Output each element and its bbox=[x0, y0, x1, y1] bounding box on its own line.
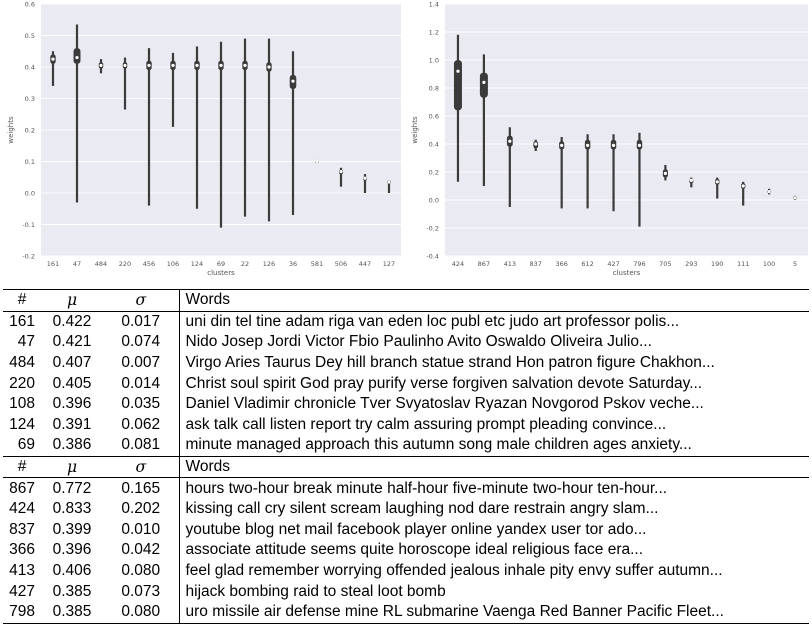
x-tick-label: 100 bbox=[762, 260, 776, 268]
cell-mu: 0.422 bbox=[52, 312, 92, 330]
x-axis-label: clusters bbox=[612, 269, 641, 277]
y-tick-label: 0.8 bbox=[428, 84, 439, 93]
y-axis-label: weights bbox=[411, 116, 419, 144]
header-mu-2: μ bbox=[41, 456, 103, 478]
violin-median bbox=[612, 144, 615, 147]
x-tick-label: 127 bbox=[382, 260, 396, 268]
violin-median bbox=[793, 196, 796, 199]
violin-median bbox=[195, 64, 198, 67]
violin-median bbox=[716, 180, 719, 183]
cell-mu: 0.833 bbox=[52, 500, 92, 518]
cell-sigma: 0.202 bbox=[103, 499, 179, 520]
y-tick-label: 0.4 bbox=[428, 140, 439, 149]
violin-median bbox=[742, 184, 745, 187]
y-tick-label: 1.2 bbox=[428, 28, 439, 37]
cell-id: 108 bbox=[9, 395, 35, 413]
x-tick-label: 456 bbox=[142, 260, 156, 268]
violin-median bbox=[243, 64, 246, 67]
violin-median bbox=[75, 56, 78, 59]
cell-id: 867 bbox=[9, 479, 35, 497]
cell-mu: 0.399 bbox=[52, 520, 92, 538]
header-words-2: Words bbox=[179, 456, 809, 478]
x-tick-label: 190 bbox=[711, 260, 724, 268]
cell-words: Virgo Aries Taurus Dey hill branch statue strand Hon patron figure Chakhon... bbox=[185, 354, 715, 372]
cell-sigma: 0.042 bbox=[103, 540, 179, 561]
x-tick-label: 705 bbox=[659, 260, 672, 268]
x-axis-label: clusters bbox=[207, 269, 235, 277]
violin-chart-left bbox=[0, 0, 404, 285]
table-row bbox=[3, 520, 809, 541]
y-tick-label: 0.0 bbox=[428, 196, 439, 205]
cell-id: 220 bbox=[9, 374, 35, 392]
table-row bbox=[3, 373, 809, 394]
cell-mu: 0.385 bbox=[52, 603, 92, 621]
x-tick-label: 424 bbox=[451, 260, 465, 268]
x-tick-label: 837 bbox=[529, 260, 542, 268]
table-header-row bbox=[3, 290, 809, 312]
cell-words: uni din tel tine adam riga van eden loc publ etc judo art professor polis... bbox=[185, 312, 680, 330]
violin-body bbox=[454, 60, 462, 110]
cell-sigma: 0.014 bbox=[103, 373, 179, 394]
y-tick-label: 0.6 bbox=[24, 0, 35, 9]
cell-id: 161 bbox=[9, 312, 35, 330]
x-tick-label: 612 bbox=[581, 260, 594, 268]
x-tick-label: 220 bbox=[118, 260, 132, 268]
x-tick-label: 427 bbox=[607, 260, 620, 268]
cell-words: ask talk call listen report try calm assuring prompt pleading convince... bbox=[185, 415, 667, 433]
x-tick-label: 47 bbox=[72, 260, 82, 268]
x-tick-label: 126 bbox=[262, 260, 276, 268]
cluster-words-table bbox=[3, 289, 809, 624]
violin-median bbox=[508, 140, 511, 143]
cell-sigma: 0.165 bbox=[103, 478, 179, 499]
cell-words: kissing call cry silent scream laughing nod dare restrain angry slam... bbox=[185, 500, 659, 518]
table-row bbox=[3, 540, 809, 561]
table-row bbox=[3, 478, 809, 499]
cell-words: Nido Josep Jordi Victor Fbio Paulinho Avito Oswaldo Oliveira Julio... bbox=[185, 333, 652, 351]
y-tick-label: 0.0 bbox=[24, 189, 35, 198]
table-row bbox=[3, 394, 809, 415]
violin-median bbox=[147, 64, 150, 67]
violin-median bbox=[267, 65, 270, 68]
cell-sigma: 0.062 bbox=[103, 415, 179, 436]
violin-median bbox=[51, 58, 54, 61]
violin-median bbox=[560, 144, 563, 147]
violin-median bbox=[339, 170, 342, 173]
cell-sigma: 0.081 bbox=[103, 435, 179, 456]
y-tick-label: 1.0 bbox=[428, 56, 439, 65]
y-tick-label: -0.2 bbox=[426, 224, 439, 233]
x-tick-label: 506 bbox=[334, 260, 348, 268]
violin-median bbox=[363, 177, 366, 180]
cell-words: minute managed approach this autumn song male children ages anxiety... bbox=[185, 436, 692, 454]
table-row bbox=[3, 561, 809, 582]
y-tick-label: 0.3 bbox=[24, 95, 35, 103]
y-tick-label: 0.1 bbox=[24, 158, 35, 166]
cell-mu: 0.772 bbox=[52, 479, 92, 497]
cell-id: 837 bbox=[9, 520, 35, 538]
table-row bbox=[3, 581, 809, 602]
cell-words: Christ soul spirit God pray purify verse forgiven salvation devote Saturday... bbox=[185, 374, 703, 392]
cell-words: associate attitude seems quite horoscope ideal religious face era... bbox=[185, 541, 644, 559]
y-axis-label: weights bbox=[7, 116, 15, 144]
cell-id: 47 bbox=[17, 333, 35, 351]
table-row bbox=[3, 602, 809, 623]
x-tick-label: 366 bbox=[555, 260, 568, 268]
x-tick-label: 447 bbox=[358, 260, 372, 268]
plot-area bbox=[445, 4, 808, 256]
header-id-2: # bbox=[3, 456, 41, 478]
violin-median bbox=[387, 180, 390, 183]
x-tick-label: 106 bbox=[166, 260, 180, 268]
header-sigma: σ bbox=[103, 290, 179, 312]
cell-words: feel glad remember worrying offended jealous inhale pity envy suffer autumn... bbox=[185, 562, 723, 580]
cell-words: hijack bombing raid to steal loot bomb bbox=[185, 582, 446, 600]
violin-median bbox=[534, 142, 537, 145]
violin-body bbox=[480, 73, 488, 98]
cell-sigma: 0.074 bbox=[103, 332, 179, 353]
table-header-row-2 bbox=[3, 456, 809, 478]
x-tick-label: 796 bbox=[633, 260, 646, 268]
violin-median bbox=[315, 160, 318, 163]
violin-median bbox=[456, 70, 459, 73]
cell-mu: 0.421 bbox=[52, 333, 92, 351]
y-tick-label: -0.2 bbox=[22, 252, 35, 261]
cell-words: Daniel Vladimir chronicle Tver Svyatoslav Ryazan Novgorod Pskov veche... bbox=[185, 395, 704, 413]
header-mu: μ bbox=[41, 290, 103, 312]
header-id: # bbox=[3, 290, 41, 312]
cell-mu: 0.396 bbox=[52, 541, 92, 559]
cell-id: 366 bbox=[9, 541, 35, 559]
y-tick-label: 0.2 bbox=[24, 126, 35, 135]
y-tick-label: 0.4 bbox=[24, 63, 35, 72]
cell-mu: 0.405 bbox=[52, 374, 92, 392]
table-row bbox=[3, 311, 809, 332]
header-sigma-2: σ bbox=[103, 456, 179, 478]
y-tick-label: 0.5 bbox=[24, 32, 35, 40]
x-tick-label: 111 bbox=[736, 260, 750, 268]
cell-id: 798 bbox=[9, 603, 35, 621]
violin-median bbox=[638, 144, 641, 147]
table-row bbox=[3, 415, 809, 436]
x-tick-label: 22 bbox=[240, 260, 250, 268]
x-tick-label: 293 bbox=[685, 260, 698, 268]
x-tick-label: 581 bbox=[310, 260, 324, 268]
x-tick-label: 484 bbox=[94, 260, 108, 268]
violin-median bbox=[664, 172, 667, 175]
cell-id: 427 bbox=[9, 582, 35, 600]
cell-id: 69 bbox=[17, 436, 35, 454]
violin-median bbox=[482, 81, 485, 84]
cell-mu: 0.386 bbox=[52, 436, 92, 454]
table-row bbox=[3, 499, 809, 520]
x-tick-label: 69 bbox=[216, 260, 226, 268]
x-tick-label: 161 bbox=[46, 260, 60, 268]
cell-words: youtube blog net mail facebook player online yandex user tor ado... bbox=[185, 520, 647, 538]
cell-sigma: 0.017 bbox=[103, 311, 179, 332]
violin-median bbox=[768, 190, 771, 193]
violin-median bbox=[99, 64, 102, 67]
cell-sigma: 0.010 bbox=[103, 520, 179, 541]
y-tick-label: -0.4 bbox=[426, 252, 439, 261]
violin-median bbox=[291, 80, 294, 83]
cell-sigma: 0.080 bbox=[103, 602, 179, 623]
header-words: Words bbox=[179, 290, 809, 312]
violin-chart-right bbox=[404, 0, 812, 285]
cell-mu: 0.407 bbox=[52, 354, 92, 372]
cell-mu: 0.406 bbox=[52, 562, 92, 580]
cell-id: 124 bbox=[9, 415, 35, 433]
cell-sigma: 0.073 bbox=[103, 581, 179, 602]
y-tick-label: 0.2 bbox=[428, 168, 439, 177]
cell-mu: 0.385 bbox=[52, 582, 92, 600]
x-tick-label: 413 bbox=[503, 260, 517, 268]
cell-words: uro missile air defense mine RL submarine Vaenga Red Banner Pacific Fleet... bbox=[185, 603, 724, 621]
cell-mu: 0.396 bbox=[52, 395, 92, 413]
y-tick-label: -0.1 bbox=[22, 221, 35, 229]
violin-median bbox=[123, 64, 126, 67]
cell-id: 424 bbox=[9, 500, 35, 518]
violin-median bbox=[219, 64, 222, 67]
violin-median bbox=[690, 179, 693, 182]
cell-mu: 0.391 bbox=[52, 415, 92, 433]
violin-median bbox=[171, 64, 174, 67]
table-row bbox=[3, 332, 809, 353]
y-tick-label: 1.4 bbox=[428, 0, 439, 9]
cell-sigma: 0.007 bbox=[103, 353, 179, 374]
x-tick-label: 36 bbox=[288, 260, 298, 268]
x-tick-label: 124 bbox=[190, 260, 204, 268]
cell-words: hours two-hour break minute half-hour five-minute two-hour ten-hour... bbox=[185, 479, 668, 497]
x-tick-label: 867 bbox=[477, 260, 491, 268]
y-tick-label: 0.6 bbox=[428, 112, 439, 121]
cell-sigma: 0.035 bbox=[103, 394, 179, 415]
cell-id: 413 bbox=[9, 562, 35, 580]
violin-median bbox=[586, 144, 589, 147]
cell-sigma: 0.080 bbox=[103, 561, 179, 582]
x-tick-label: 5 bbox=[792, 260, 798, 268]
table-row bbox=[3, 353, 809, 374]
cell-id: 484 bbox=[9, 354, 35, 372]
table-row bbox=[3, 435, 809, 456]
